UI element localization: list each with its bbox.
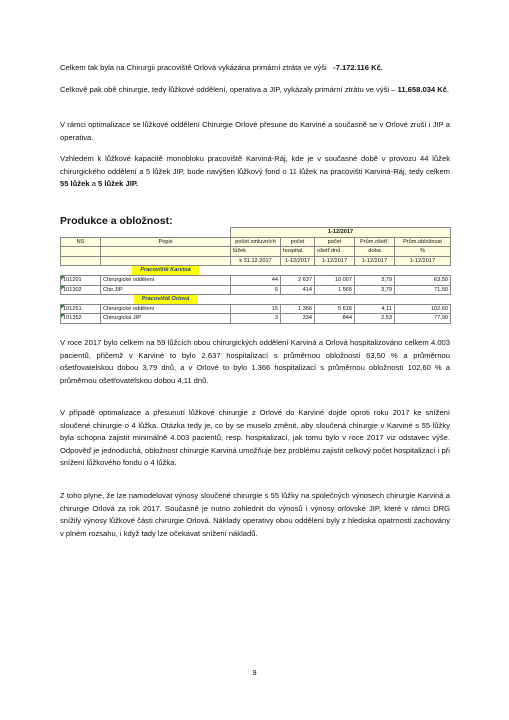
- col-header-occ-2: %: [395, 247, 451, 257]
- cell-days: 5 616: [315, 304, 355, 314]
- page-number: 9: [252, 668, 257, 677]
- cell-marker-icon: [61, 314, 65, 318]
- paragraph-capacity: [60, 153, 450, 191]
- col-header-days-3: 1-12/2017: [315, 256, 355, 266]
- cell-beds: 3: [231, 314, 281, 324]
- table-row: [61, 304, 451, 314]
- section-label-karvina: Pracoviště Karviná: [132, 266, 198, 275]
- table-row: [61, 314, 451, 324]
- cell-hosp: 414: [281, 285, 315, 295]
- cell-popis: Chirurgické oddělení: [101, 304, 231, 314]
- paragraph-loss-orlova: [60, 62, 450, 75]
- col-header-occ-3: 1-12/2017: [395, 256, 451, 266]
- cell-hosp: 334: [281, 314, 315, 324]
- col-header-days: počet: [315, 237, 355, 247]
- cell-marker-icon: [61, 286, 65, 290]
- paragraph-merge-question: V případě optimalizace a přesunutí lůžkové chirurgie z Orlové do Karviné dojde oproti roku 2017 ke snížení sloučené chirurgie o 4 lůžka. Otázka tedy je, co by se muselo změnit, aby sloučená chirurgie v Karviné s 55 lůžky byla schopna zajistit minimálně 4.003 pacientů, resp. hospitalizací, jak tomu bylo v roce 2017 viz odstavec výše. Odpověď je jednoduchá, obložnost chirurgie Karviná umožňuje bez problému zajistit celkový počet hospitalizací i při snížení lůžkového fondu o 4 lůžka.: [60, 408, 450, 468]
- paragraph-revenue-model: Z toho plyne, že lze namodelovat výnosy sloučené chirurgie s 55 lůžky na společných výnosech chirurgie Karviná a chirurgie Orlová za rok 2017. Současně je nutno zohlednit do výnosů i výnosy orlovské JIP, které v rámci DRG snížily výnosy lůžkové části chirurgie Orlová. Náklady operativy obou oddělení byly z hlediska opatrnosti zachovány v plném rozsahu, i když tady lze očekávat snížení nákladů.: [60, 491, 450, 538]
- paragraph-text: a: [91, 179, 96, 189]
- paragraph-text: Vzhledem k lůžkové kapacitě monobloku pracoviště Karviná-Ráj, kde je v současné době v provozu 44 lůžek chirurgického oddělení a 5 lůžek JIP, bude navýšen lůžkový fond o 11 lůžek na pracovišti Karviná-Ráj, tedy celkem: [60, 154, 450, 176]
- col-header-avg-2: doba: [355, 247, 395, 257]
- col-header-popis: Popis: [101, 237, 231, 247]
- cell-ns: 101302: [63, 286, 82, 293]
- paragraph-text: Celkově pak obě chirurgie, tedy lůžkové oddělení, operativa a JIP, vykázaly primární ztrátu ve výši –: [60, 85, 396, 94]
- col-header-hosp-2: hospital.: [281, 247, 315, 257]
- col-header-avg: Prům.ošetř.: [355, 237, 395, 247]
- table-header-row: [61, 237, 451, 247]
- cell-days: 1 565: [315, 285, 355, 295]
- cell-ns: 101251: [63, 305, 82, 312]
- col-header-hosp: počet: [281, 237, 315, 247]
- cell-popis: Chirurgická JIP: [101, 314, 231, 324]
- cell-beds: 15: [231, 304, 281, 314]
- table-period: 1-12/2017: [231, 228, 451, 238]
- cell-marker-icon: [61, 305, 65, 309]
- col-header-beds-2: lůžek: [231, 247, 281, 257]
- section-heading: Produkce a obložnost:: [60, 215, 173, 227]
- section-row-orlova: [61, 295, 451, 305]
- cell-beds: 6: [231, 285, 281, 295]
- cell-popis: Chir.JIP: [101, 285, 231, 295]
- paragraph-hospitalizations-2017: V roce 2017 bylo celkem na 59 lůžcích obou chirurgických oddělení Karviná a Orlová hospitalizováno celkem 4.003 pacientů, přičemž v Karviné to bylo 2.637 hospitalizací s průměrnou obložností 63,50 % a průměrnou ošetřovatelskou dobou 3,79 dnů, a v Orlové to bylo 1.366 hospitalizací s průměrnou obložností 102,60 % a průměrnou ošetřovatelskou dobou 4,11 dnů.: [60, 338, 450, 385]
- cell-occ: 71,50: [395, 285, 451, 295]
- cell-avg: 2,53: [355, 314, 395, 324]
- table-period-row: [61, 228, 451, 238]
- section-label-orlova: Pracoviště Orlová: [134, 295, 198, 304]
- cell-ns: 101352: [63, 315, 82, 322]
- paragraph-optimization: V rámci optimalizace se lůžkové oddělení Chirurgie Orlové přesune do Karviné a současně se v Orlové zruší i JIP a operativa.: [60, 120, 450, 142]
- table-header-row-2: [61, 247, 451, 257]
- table-row: [61, 275, 451, 285]
- col-header-ns: NS: [61, 237, 101, 247]
- beds-total: 55 lůžek: [60, 179, 90, 189]
- cell-ns: 101201: [63, 276, 82, 283]
- col-header-beds: počet smluvních: [231, 237, 281, 247]
- cell-avg: 3,79: [355, 285, 395, 295]
- cell-occ: 77,90: [395, 314, 451, 324]
- table-row: [61, 285, 451, 295]
- cell-popis: Chirurgické oddělení: [101, 275, 231, 285]
- col-header-avg-3: 1-12/2017: [355, 256, 395, 266]
- col-header-beds-3: k 31.12.2017: [231, 256, 281, 266]
- col-header-days-2: ošetř.dnů: [315, 247, 355, 257]
- cell-avg: 4,11: [355, 304, 395, 314]
- loss-value-total: 11.658.034 Kč: [397, 85, 447, 94]
- cell-occ: 102,60: [395, 304, 451, 314]
- loss-value-orlova: -7.172.116 Kč.: [333, 63, 383, 72]
- col-header-occ: Prům.obložnost: [395, 237, 451, 247]
- section-row-karvina: [61, 266, 451, 276]
- cell-avg: 3,79: [355, 275, 395, 285]
- cell-hosp: 2 637: [281, 275, 315, 285]
- paragraph-text: Celkem tak byla na Chirurgii pracoviště Orlová vykázána primární ztráta ve výši: [60, 63, 327, 72]
- cell-marker-icon: [61, 276, 65, 280]
- cell-days: 10 007: [315, 275, 355, 285]
- cell-beds: 44: [231, 275, 281, 285]
- cell-hosp: 1 366: [281, 304, 315, 314]
- icu-beds-total: 5 lůžek JIP.: [98, 179, 139, 189]
- paragraph-loss-total: Celkově pak obě chirurgie, tedy lůžkové oddělení, operativa a JIP, vykázaly primární ztrátu ve výši – 11.658.034 Kč.: [60, 85, 450, 94]
- col-header-hosp-3: 1-12/2017: [281, 256, 315, 266]
- cell-days: 844: [315, 314, 355, 324]
- cell-occ: 63,50: [395, 275, 451, 285]
- table-header-row-3: [61, 256, 451, 266]
- production-table: [60, 227, 451, 324]
